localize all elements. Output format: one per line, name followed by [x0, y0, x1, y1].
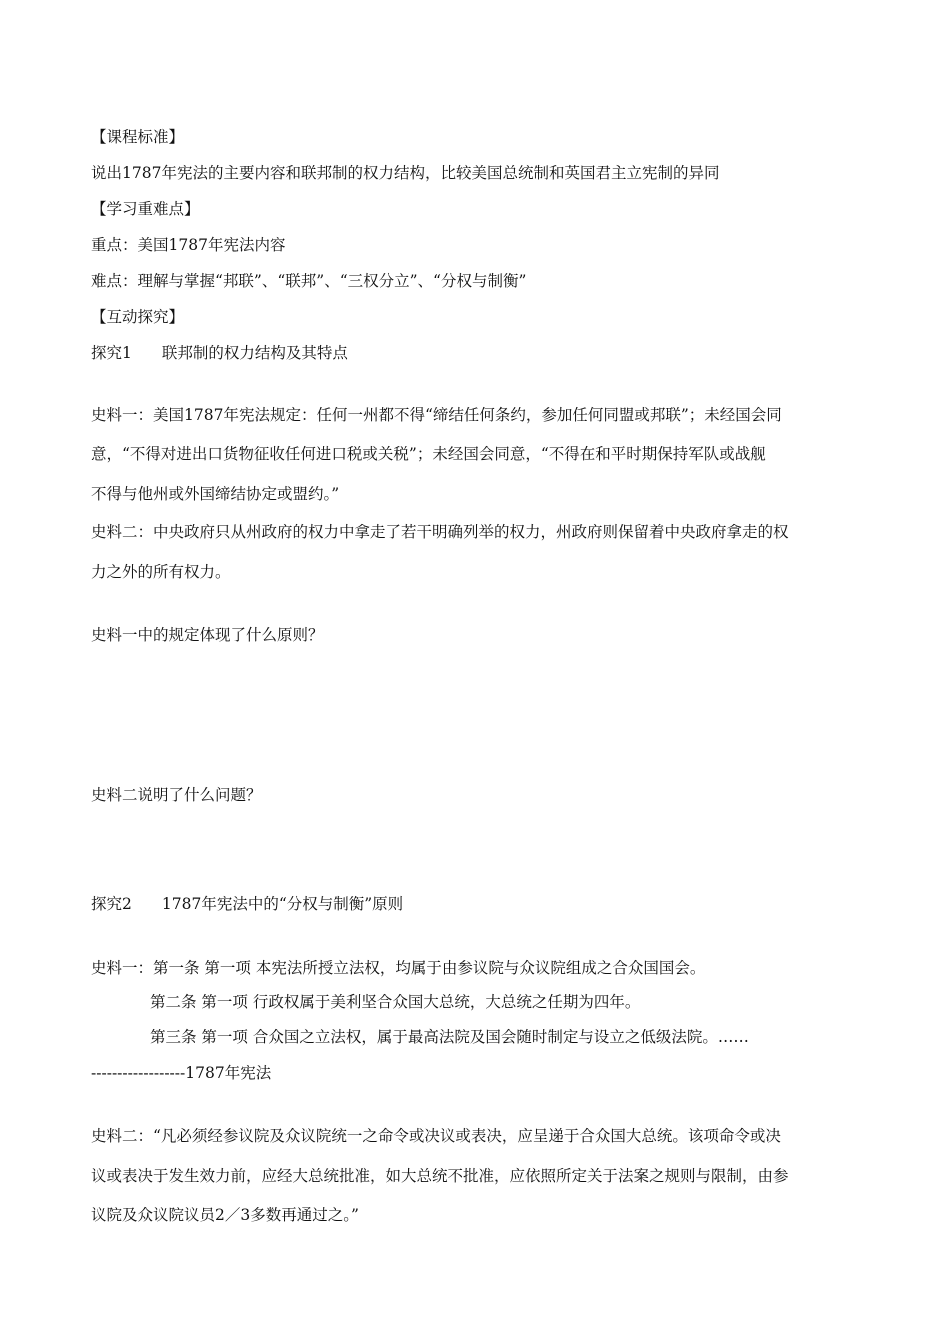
heading-course-standard: 【课程标准】	[91, 128, 185, 146]
explore2-material1-line1: 史料一：第一条 第一项 本宪法所授立法权，均属于由参议院与众议院组成之合众国国会。	[91, 959, 706, 977]
explore1-label: 探究1	[91, 344, 132, 362]
explore2-material1-line3: 第三条 第一项 合众国之立法权，属于最高法院及国会随时制定与设立之低级法院。……	[150, 1028, 749, 1046]
explore2-material2-line3: 议院及众议院议员2／3多数再通过之。”	[91, 1206, 359, 1224]
explore2-material2-line1: 史料二：“凡必须经参议院及众议院统一之命令或决议或表决，应呈递于合众国大总统。该项命令或决	[91, 1127, 781, 1145]
explore1-question1: 史料一中的规定体现了什么原则？	[91, 626, 324, 644]
explore2-heading	[91, 894, 403, 914]
key-point-text: 重点：美国1787年宪法内容	[91, 236, 286, 254]
explore1-material2-line1: 史料二：中央政府只从州政府的权力中拿走了若干明确列举的权力，州政府则保留着中央政府拿走的权	[91, 523, 789, 541]
difficult-point-text: 难点：理解与掌握“邦联”、“联邦”、“三权分立”、“分权与制衡”	[91, 272, 527, 290]
explore1-material1-line2: 意，“不得对进出口货物征收任何进口税或关税”；未经国会同意，“不得在和平时期保持军队或战舰	[91, 445, 766, 463]
explore1-title: 联邦制的权力结构及其特点	[161, 344, 348, 362]
explore2-title: 1787年宪法中的“分权与制衡”原则	[161, 895, 404, 913]
explore1-question2: 史料二说明了什么问题？	[91, 786, 262, 804]
explore2-label: 探究2	[91, 895, 132, 913]
explore1-material1-line3: 不得与他州或外国缔结协定或盟约。”	[91, 485, 340, 503]
course-standard-text: 说出1787年宪法的主要内容和联邦制的权力结构，比较美国总统制和英国君主立宪制的异同	[91, 164, 720, 182]
explore2-material2-line2: 议或表决于发生效力前，应经大总统批准，如大总统不批准，应依照所定关于法案之规则与限制，由参	[91, 1167, 789, 1185]
explore1-material1-line1: 史料一：美国1787年宪法规定：任何一州都不得“缔结任何条约，参加任何同盟或邦联”；未经国会同	[91, 406, 782, 424]
explore2-source: ------------------1787年宪法	[91, 1064, 272, 1082]
explore1-heading	[91, 343, 348, 363]
heading-interactive-explore: 【互动探究】	[91, 308, 185, 326]
explore1-material2-line2: 力之外的所有权力。	[91, 563, 231, 581]
explore2-material1-line2: 第二条 第一项 行政权属于美利坚合众国大总统，大总统之任期为四年。	[150, 993, 641, 1011]
heading-key-points: 【学习重难点】	[91, 200, 200, 218]
